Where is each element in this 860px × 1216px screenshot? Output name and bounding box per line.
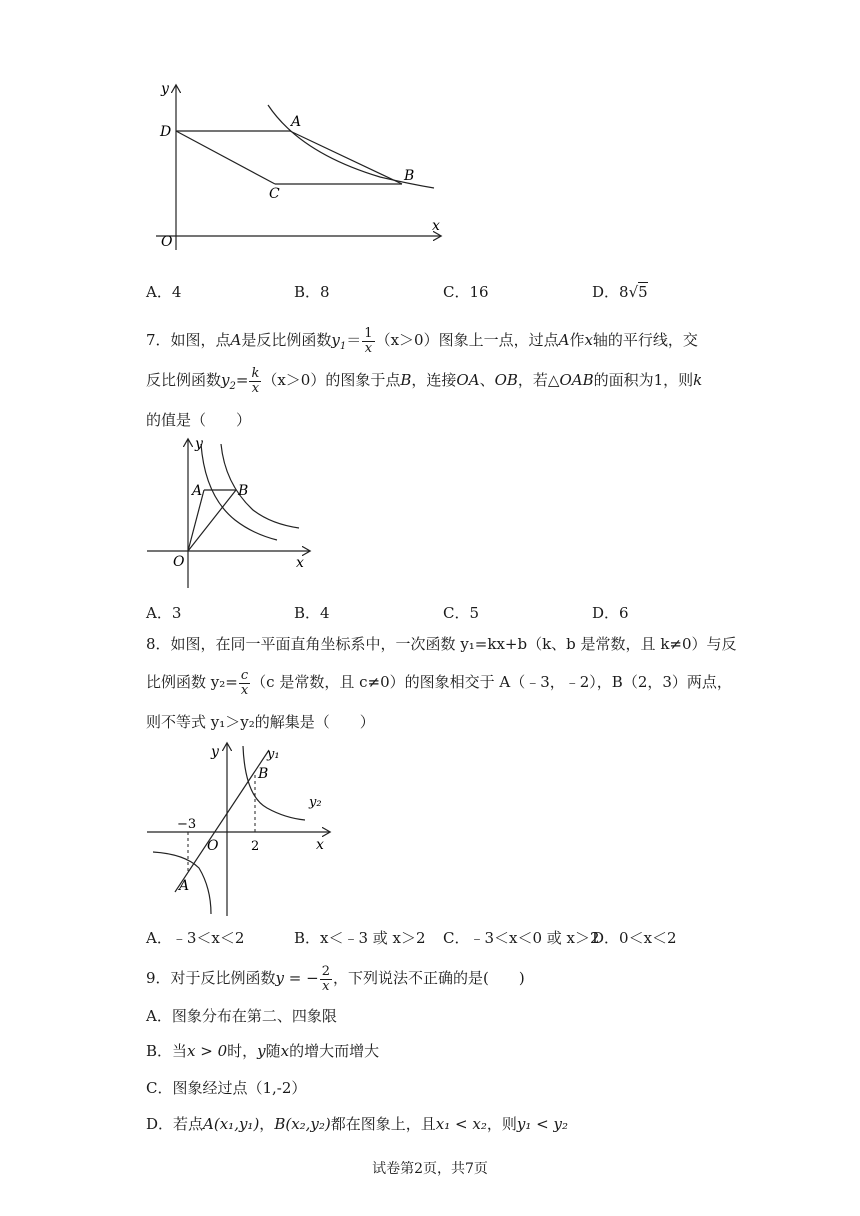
fraction-c-over-x: $\frac{c}{x}$ <box>240 667 249 698</box>
q7-line-2: 反比例函数$y_2=$ $\frac{k}{x}$ （x＞0）的图象于点B，连接OA、OB，若△OAB的面积为1，则k <box>146 365 703 396</box>
label-A: A <box>192 483 203 499</box>
fraction-k-over-x: $\frac{k}{x}$ <box>251 365 260 396</box>
label-C: C <box>269 186 280 202</box>
q8-figure <box>145 738 335 918</box>
fraction-1-over-x: $\frac{1}{x}$ <box>364 325 373 356</box>
q6-option-d[interactable] <box>592 282 648 302</box>
label-A: A <box>291 114 302 130</box>
q9-stem: 9．对于反比例函数y = − $\frac{2}{x}$ ，下列说法不正确的是( ) <box>146 963 525 994</box>
q8-option-a[interactable]: A．﹣3＜x＜2 <box>146 929 245 947</box>
label-x: x <box>316 837 324 853</box>
q9-option-d[interactable]: D．若点A(x₁,y₁)，B(x₂,y₂)都在图象上，且x₁ < x₂，则y₁ < y₂ <box>146 1115 568 1133</box>
tick-minus-3: −3 <box>177 817 197 832</box>
q7-option-a[interactable]: A．3 <box>146 604 182 622</box>
label-O: O <box>173 554 185 570</box>
q6-option-a[interactable]: A．4 <box>146 283 182 301</box>
q7-figure <box>145 436 315 590</box>
label-x: x <box>296 555 304 571</box>
label-B: B <box>404 168 415 184</box>
q8-option-c[interactable]: C．﹣3＜x＜0 或 x＞2 <box>443 929 600 947</box>
q8-option-d[interactable]: D．0＜x＜2 <box>592 929 677 947</box>
label-A: A <box>179 878 190 894</box>
label-B: B <box>238 483 249 499</box>
tick-2: 2 <box>251 839 260 854</box>
label-y: y <box>195 436 203 452</box>
q8-line-1: 8．如图，在同一平面直角坐标系中，一次函数 y₁=kx+b（k、b 是常数，且 k≠0）与反 <box>146 635 737 653</box>
label-x: x <box>432 218 440 234</box>
label-y1: y₁ <box>267 747 280 762</box>
q6-option-d-label: D．8 <box>592 283 629 301</box>
q8-option-b[interactable]: B．x＜﹣3 或 x＞2 <box>294 929 426 947</box>
q7-option-b[interactable]: B．4 <box>294 604 330 622</box>
q9-option-a[interactable]: A．图象分布在第二、四象限 <box>146 1007 337 1025</box>
sqrt-sign: √ <box>628 283 639 301</box>
label-y: y <box>161 81 169 97</box>
segment-OB <box>188 490 236 551</box>
q7-option-c[interactable]: C．5 <box>443 604 480 622</box>
q9-option-b[interactable]: B．当x > 0时，y随x的增大而增大 <box>146 1042 380 1060</box>
label-B: B <box>258 766 269 782</box>
label-O: O <box>161 234 173 250</box>
q6-option-b[interactable]: B．8 <box>294 283 330 301</box>
q8-line-2: 比例函数 y₂= $\frac{c}{x}$ （c 是常数，且 c≠0）的图象相交于 A（﹣3，﹣2），B（2，3）两点， <box>146 667 732 698</box>
q9-option-c[interactable]: C．图象经过点（1,-2） <box>146 1079 307 1097</box>
q6-figure <box>150 78 450 253</box>
label-y2: y₂ <box>309 795 322 810</box>
q8-line-3: 则不等式 y₁＞y₂的解集是（ ） <box>146 713 375 731</box>
page-footer: 试卷第2页，共7页 <box>372 1161 488 1177</box>
q7-option-d[interactable]: D．6 <box>592 604 629 622</box>
label-D: D <box>160 124 172 140</box>
curve-y2 <box>221 444 299 528</box>
segment-OA <box>188 490 204 551</box>
segment-AB <box>290 131 402 184</box>
q7-line-3: 的值是（ ） <box>146 411 252 429</box>
q6-option-d-radicand: 5 <box>638 283 648 301</box>
fraction-2-over-x: $\frac{2}{x}$ <box>321 963 330 994</box>
segment-DC <box>176 131 275 184</box>
q7-line-1: 7．如图，点A是反比例函数$y_1=$ $\frac{1}{x}$ （x＞0）图象上一点，过点A作x轴的平行线，交 <box>146 325 698 356</box>
label-O: O <box>207 838 219 854</box>
label-y: y <box>211 744 219 760</box>
q6-option-c[interactable]: C．16 <box>443 283 489 301</box>
